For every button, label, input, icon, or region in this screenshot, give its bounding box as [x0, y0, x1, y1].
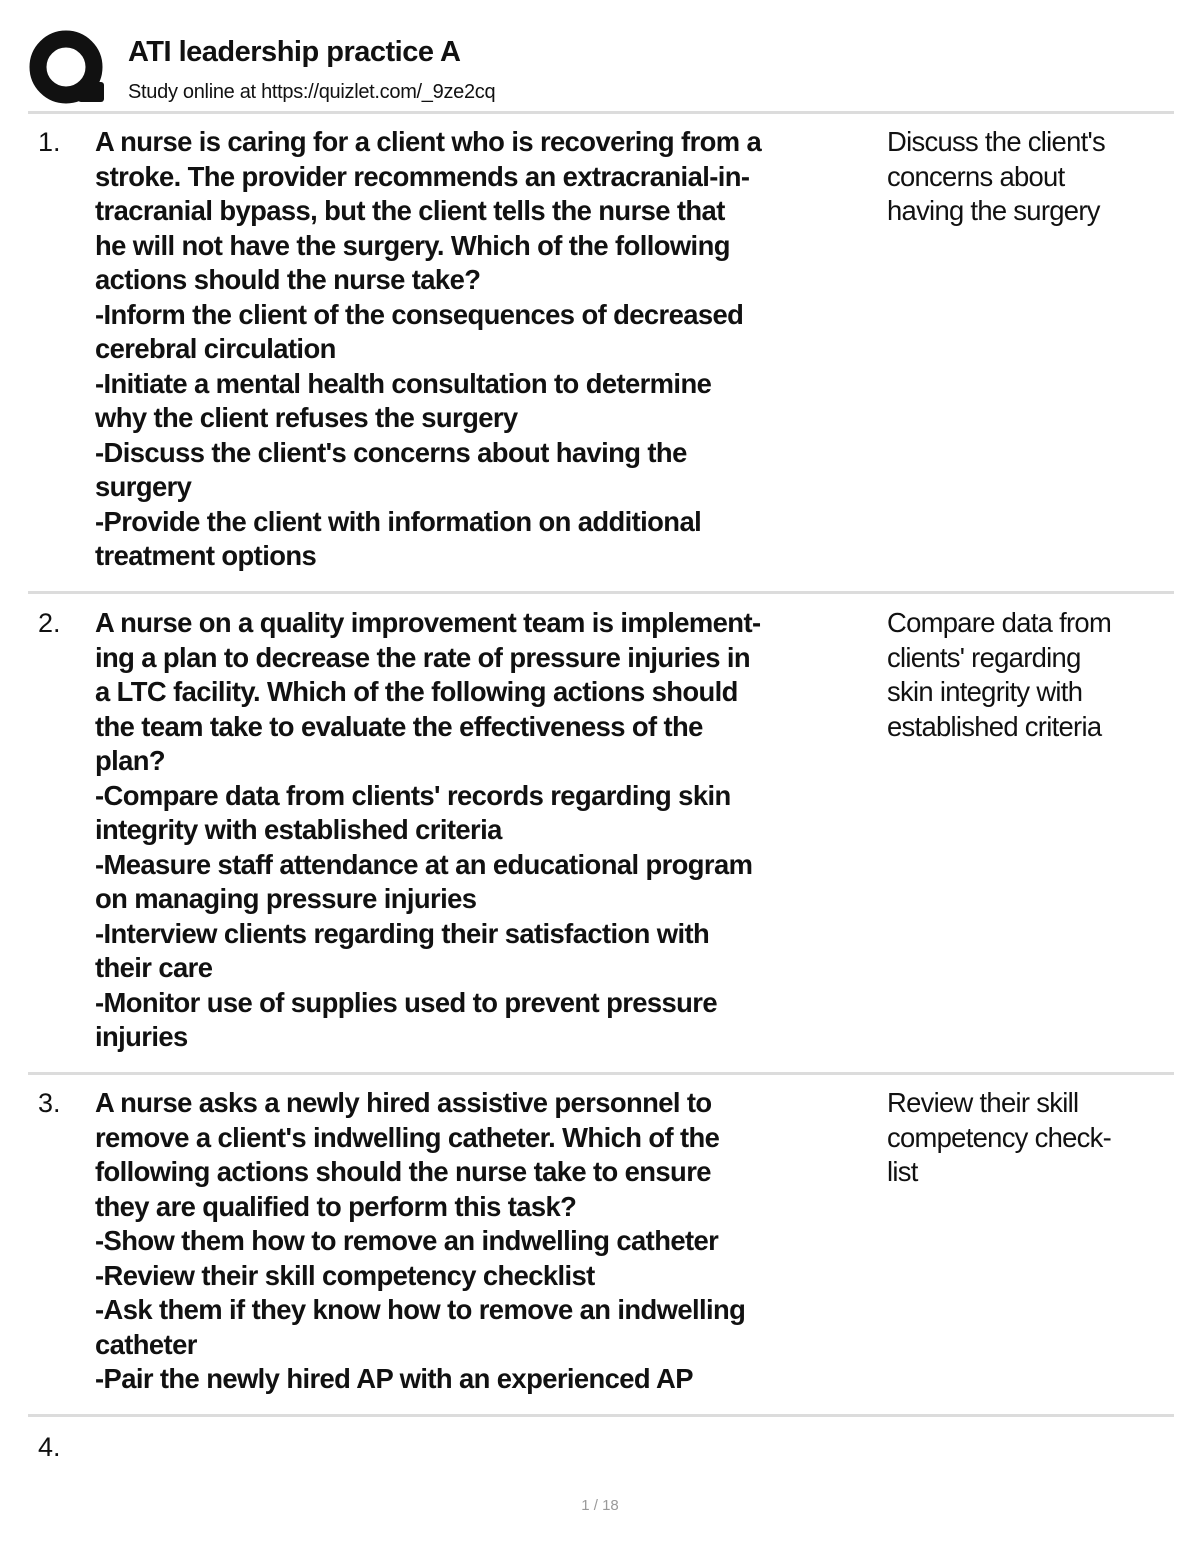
definition-line: having the surgery — [887, 195, 1100, 226]
definition-line: skin integrity with — [887, 676, 1083, 707]
term-line: he will not have the surgery. Which of the following — [95, 229, 730, 261]
term-line: -Review their skill competency checklist — [95, 1259, 595, 1291]
card-term — [95, 125, 880, 574]
card-term — [95, 606, 880, 1055]
divider — [28, 1072, 1174, 1075]
term-line: treatment options — [95, 540, 317, 571]
divider — [28, 1414, 1174, 1417]
term-line: A nurse on a quality improvement team is implement- — [95, 607, 761, 638]
definition-line: established criteria — [887, 710, 1102, 742]
definition-line: competency check- — [887, 1121, 1112, 1153]
term-line: following actions should the nurse take to ensure — [95, 1156, 711, 1187]
term-line: -Discuss the client's concerns about having the — [95, 436, 687, 468]
term-line: integrity with established criteria — [95, 814, 502, 845]
term-line: -Initiate a mental health consultation to determine — [95, 367, 712, 399]
term-line: why the client refuses the surgery — [95, 402, 518, 433]
term-line: -Compare data from clients' records regarding skin — [95, 779, 731, 811]
term-line: -Ask them if they know how to remove an indwelling — [95, 1294, 746, 1325]
definition-line: Compare data from — [887, 607, 1112, 638]
term-line: -Show them how to remove an indwelling catheter — [95, 1225, 719, 1256]
term-line: A nurse asks a newly hired assistive personnel to — [95, 1087, 712, 1118]
definition-line: clients' regarding — [887, 641, 1081, 673]
definition-line: Discuss the client's — [887, 126, 1106, 157]
term-line: plan? — [95, 745, 166, 776]
card-definition — [887, 125, 1177, 229]
term-line: surgery — [95, 471, 192, 502]
page-number: 1 / 18 — [581, 1497, 619, 1514]
term-line: stroke. The provider recommends an extracranial-in- — [95, 160, 750, 192]
page-header — [0, 0, 1200, 112]
definition-line: list — [887, 1156, 918, 1187]
divider — [28, 111, 1174, 114]
divider — [28, 591, 1174, 594]
card-number: 1. — [38, 127, 61, 157]
term-line: -Pair the newly hired AP with an experienced AP — [95, 1363, 693, 1394]
term-line: A nurse is caring for a client who is recovering from a — [95, 126, 762, 157]
term-line: tracranial bypass, but the client tells the nurse that — [95, 195, 725, 226]
card-definition — [887, 606, 1177, 744]
card-definition — [887, 1086, 1177, 1190]
term-line: ing a plan to decrease the rate of pressure injuries in — [95, 641, 751, 673]
term-line: actions should the nurse take? — [95, 264, 481, 295]
term-line: catheter — [95, 1328, 197, 1360]
definition-line: Review their skill — [887, 1087, 1079, 1118]
term-line: -Measure staff attendance at an educational program — [95, 848, 753, 880]
term-line: -Provide the client with information on additional — [95, 505, 702, 537]
term-line: -Monitor use of supplies used to prevent pressure — [95, 986, 717, 1018]
page-title: ATI leadership practice A — [128, 36, 461, 68]
term-line: remove a client's indwelling catheter. Which of the — [95, 1121, 720, 1153]
quizlet-logo-icon — [28, 30, 108, 108]
card-term — [95, 1086, 880, 1397]
term-line: injuries — [95, 1021, 188, 1052]
card-number: 4. — [38, 1432, 61, 1462]
term-line: on managing pressure injuries — [95, 883, 477, 914]
term-line: the team take to evaluate the effectiveness of the — [95, 710, 703, 742]
term-line: a LTC facility. Which of the following actions should — [95, 676, 738, 707]
term-line: they are qualified to perform this task? — [95, 1190, 577, 1222]
definition-line: concerns about — [887, 160, 1065, 192]
card-number: 3. — [38, 1088, 61, 1118]
term-line: their care — [95, 952, 213, 983]
study-online-link[interactable]: Study online at https://quizlet.com/_9ze2cq — [128, 81, 496, 103]
term-line: -Interview clients regarding their satisfaction with — [95, 917, 710, 949]
term-line: -Inform the client of the consequences of decreased — [95, 298, 744, 330]
card-number: 2. — [38, 608, 61, 638]
term-line: cerebral circulation — [95, 333, 336, 364]
